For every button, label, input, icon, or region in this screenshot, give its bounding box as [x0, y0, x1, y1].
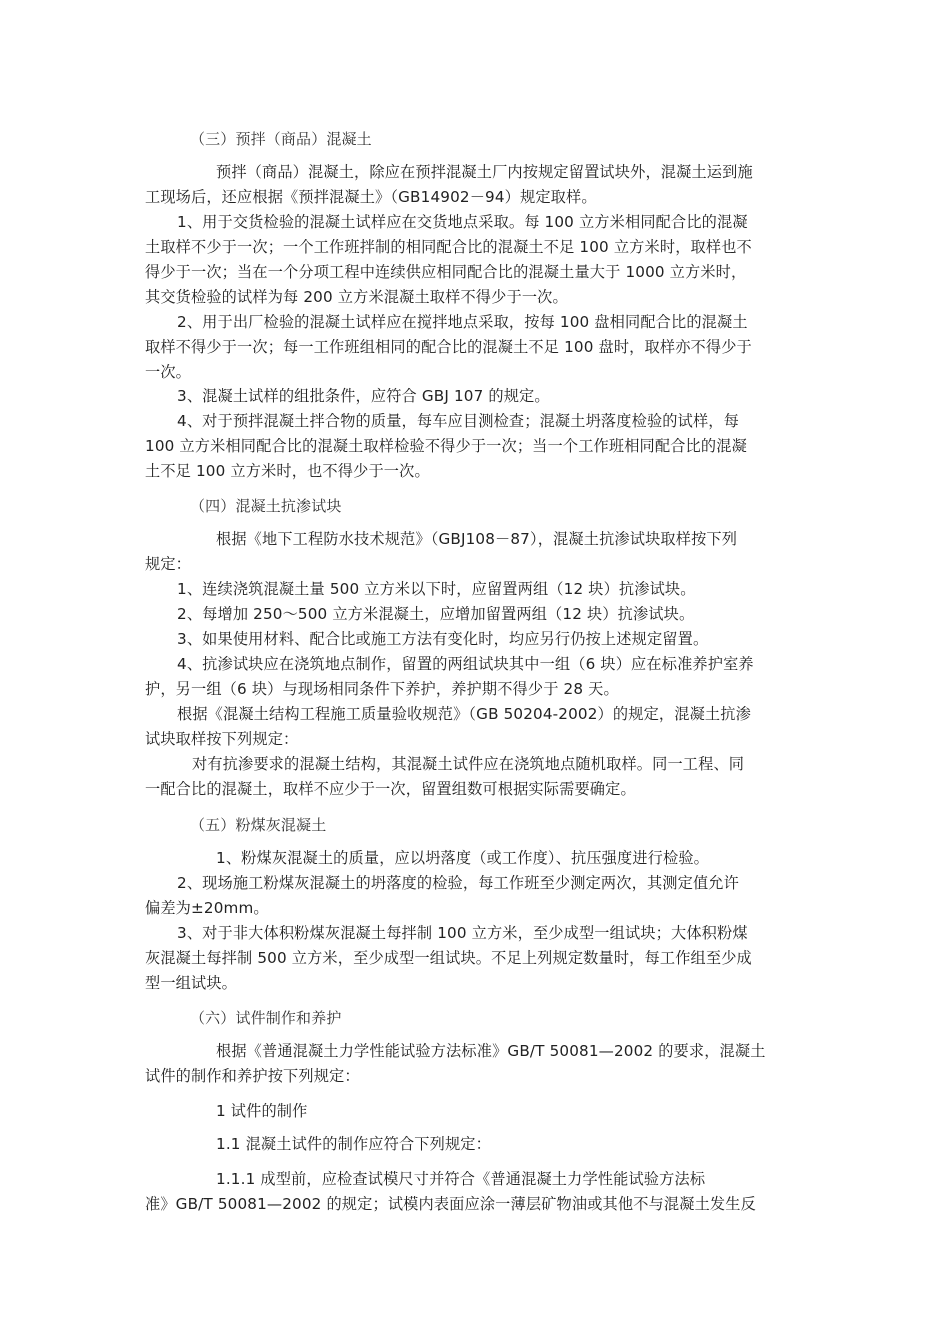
paragraph-line: 1.1.1 成型前，应检查试模尺寸并符合《普通混凝土力学性能试验方法标	[216, 1170, 706, 1188]
paragraph-line: 土取样不少于一次；一个工作班拌制的相同配合比的混凝土不足 100 立方米时，取样也不	[145, 238, 752, 256]
paragraph-line: 得少于一次；当在一个分项工程中连续供应相同配合比的混凝土量大于 1000 立方米时，	[145, 263, 747, 281]
paragraph-line: 根据《混凝土结构工程施工质量验收规范》（GB 50204-2002）的规定，混凝土抗渗	[177, 705, 751, 723]
paragraph-line: 根据《普通混凝土力学性能试验方法标准》GB/T 50081—2002 的要求，混凝土	[216, 1042, 766, 1060]
paragraph-line: 一次。	[145, 363, 192, 381]
paragraph-line: 根据《地下工程防水技术规范》（GBJ108－87），混凝土抗渗试块取样按下列	[216, 530, 738, 548]
paragraph-line: 预拌（商品）混凝土，除应在预拌混凝土厂内按规定留置试块外，混凝土运到施	[216, 163, 753, 181]
paragraph-line: 准》GB/T 50081—2002 的规定；试模内表面应涂一薄层矿物油或其他不与混凝土发生反	[145, 1195, 756, 1213]
section-heading-4: （四）混凝土抗渗试块	[190, 497, 342, 515]
paragraph-line: 规定：	[145, 555, 192, 573]
paragraph-line: 4、对于预拌混凝土拌合物的质量，每车应目测检查；混凝土坍落度检验的试样，每	[177, 412, 739, 430]
paragraph-line: 其交货检验的试样为每 200 立方米混凝土取样不得少于一次。	[145, 288, 568, 306]
paragraph-line: 100 立方米相同配合比的混凝土取样检验不得少于一次；当一个工作班相同配合比的混凝	[145, 437, 747, 455]
paragraph-line: 偏差为±20mm。	[145, 899, 269, 917]
paragraph-line: 护，另一组（6 块）与现场相同条件下养护，养护期不得少于 28 天。	[145, 680, 619, 698]
paragraph-line: 3、如果使用材料、配合比或施工方法有变化时，均应另行仍按上述规定留置。	[177, 630, 709, 648]
paragraph-line: 1、连续浇筑混凝土量 500 立方米以下时，应留置两组（12 块）抗渗试块。	[177, 580, 696, 598]
paragraph-line: 2、用于出厂检验的混凝土试样应在搅拌地点采取，按每 100 盘相同配合比的混凝土	[177, 313, 748, 331]
paragraph-line: 2、现场施工粉煤灰混凝土的坍落度的检验，每工作班至少测定两次，其测定值允许	[177, 874, 739, 892]
paragraph-line: 试块取样按下列规定：	[145, 730, 299, 748]
paragraph-line: 一配合比的混凝土，取样不应少于一次，留置组数可根据实际需要确定。	[145, 780, 636, 798]
section-heading-5: （五）粉煤灰混凝土	[190, 816, 327, 834]
subsection-heading: 1.1 混凝土试件的制作应符合下列规定：	[216, 1135, 491, 1153]
paragraph-line: 对有抗渗要求的混凝土结构，其混凝土试件应在浇筑地点随机取样。同一工程、同	[192, 755, 745, 773]
paragraph-line: 工现场后，还应根据《预拌混凝土》（GB14902－94）规定取样。	[145, 188, 597, 206]
section-heading-3: （三）预拌（商品）混凝土	[190, 130, 372, 148]
paragraph-line: 4、抗渗试块应在浇筑地点制作，留置的两组试块其中一组（6 块）应在标准养护室养	[177, 655, 754, 673]
paragraph-line: 灰混凝土每拌制 500 立方米，至少成型一组试块。不足上列规定数量时，每工作组至少成	[145, 949, 752, 967]
paragraph-line: 土不足 100 立方米时，也不得少于一次。	[145, 462, 430, 480]
section-heading-6: （六）试件制作和养护	[190, 1009, 342, 1027]
paragraph-line: 3、对于非大体积粉煤灰混凝土每拌制 100 立方米，至少成型一组试块；大体积粉煤	[177, 924, 748, 942]
paragraph-line: 2、每增加 250～500 立方米混凝土，应增加留置两组（12 块）抗渗试块。	[177, 605, 695, 623]
paragraph-line: 1、粉煤灰混凝土的质量，应以坍落度（或工作度）、抗压强度进行检验。	[216, 849, 710, 867]
paragraph-line: 1、用于交货检验的混凝土试样应在交货地点采取。每 100 立方米相同配合比的混凝	[177, 213, 748, 231]
paragraph-line: 取样不得少于一次；每一工作班组相同的配合比的混凝土不足 100 盘时，取样亦不得少于	[145, 338, 752, 356]
paragraph-line: 试件的制作和养护按下列规定：	[145, 1067, 360, 1085]
paragraph-line: 3、混凝土试样的组批条件，应符合 GBJ 107 的规定。	[177, 387, 550, 405]
subsection-heading: 1 试件的制作	[216, 1102, 308, 1120]
paragraph-line: 型一组试块。	[145, 974, 238, 992]
